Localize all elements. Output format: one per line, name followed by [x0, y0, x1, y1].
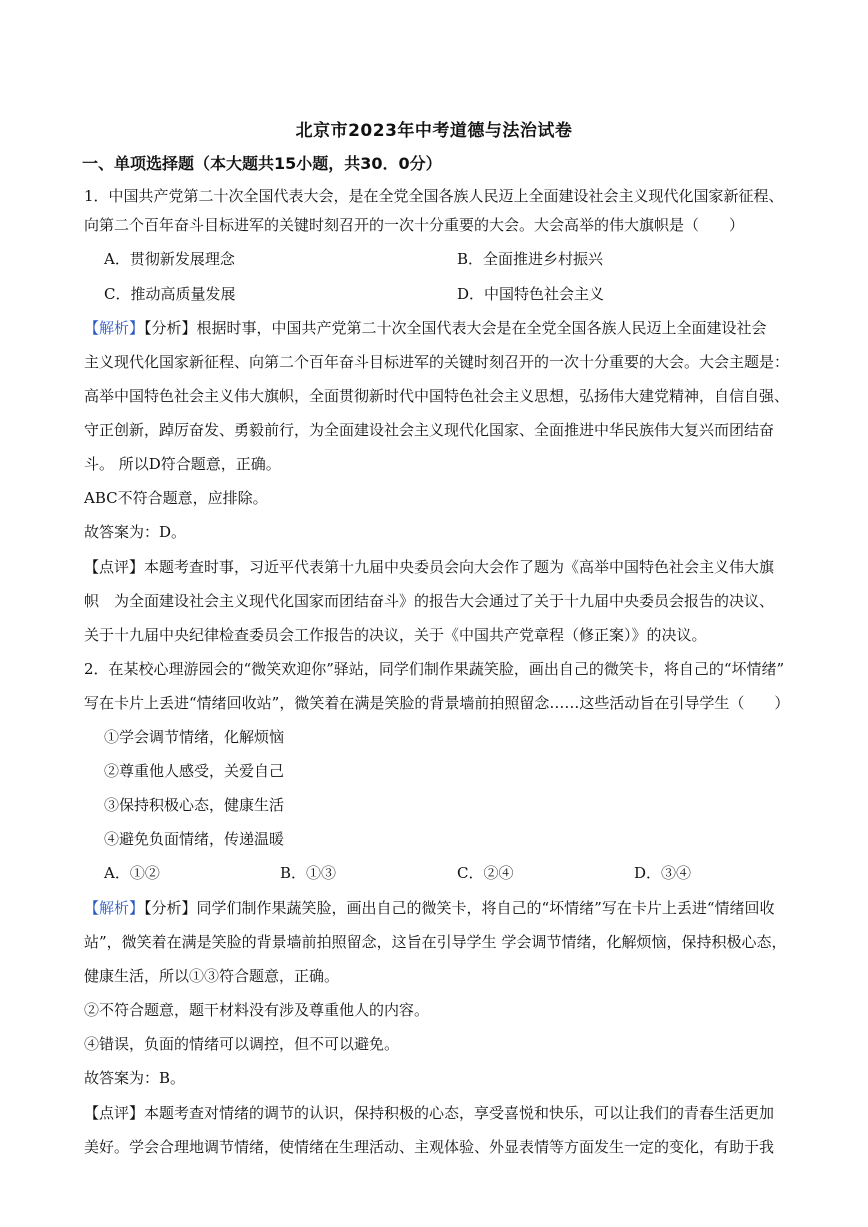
- q2-comment-line-1: 【点评】本题考查对情绪的调节的认识，保持积极的心态，享受喜悦和快乐，可以让我们的青春生活更加: [84, 1104, 775, 1122]
- section-heading: 一、单项选择题（本大题共15小题，共30．0分）: [82, 154, 442, 173]
- q2-stem-line-1: 2．在某校心理游园会的“微笑欢迎你”驿站，同学们制作果蔬笑脸，画出自己的微笑卡，将自己的“坏情绪”: [84, 660, 785, 678]
- q2-item-2: ②尊重他人感受，关爱自己: [104, 762, 285, 780]
- q1-analysis-text: 【分析】根据时事，中国共产党第二十次全国代表大会是在全党全国各族人民迈上全面建设社会: [144, 319, 767, 337]
- q1-analysis-line-2: 主义现代化国家新征程、向第二个百年奋斗目标进军的关键时刻召开的一次十分重要的大会。大会主题是：: [84, 353, 790, 371]
- q1-option-b: B．全面推进乡村振兴: [457, 250, 604, 268]
- q2-analysis-line-4: ②不符合题意，题干材料没有涉及尊重他人的内容。: [84, 1001, 430, 1019]
- q1-analysis-line-6: ABC不符合题意，应排除。: [84, 489, 268, 507]
- q2-analysis-line-2: 站”，微笑着在满是笑脸的背景墙前拍照留念，这旨在引导学生 学会调节情绪，化解烦恼，保持积极心态，: [84, 933, 787, 951]
- q1-option-c: C．推动高质量发展: [104, 285, 236, 303]
- q2-analysis-text: 【分析】同学们制作果蔬笑脸，画出自己的微笑卡，将自己的“坏情绪”写在卡片上丢进“情绪回收: [144, 899, 775, 917]
- q2-analysis-line-3: 健康生活，所以①③符合题意，正确。: [84, 967, 340, 985]
- q2-stem-line-2: 写在卡片上丢进“情绪回收站”，微笑着在满是笑脸的背景墙前拍照留念……这些活动旨在引导学生（ ）: [84, 694, 790, 712]
- q2-item-1: ①学会调节情绪，化解烦恼: [104, 728, 285, 746]
- q1-comment-line-1: 【点评】本题考查时事，习近平代表第十九届中央委员会向大会作了题为《高举中国特色社会主义伟大旗: [84, 558, 775, 576]
- q2-option-d: D．③④: [634, 864, 692, 882]
- q2-item-4: ④避免负面情绪，传递温暖: [104, 830, 285, 848]
- q2-item-3: ③保持积极心态，健康生活: [104, 796, 285, 814]
- analysis-tag: 【解析】: [84, 319, 145, 337]
- q2-option-a: A．①②: [104, 864, 160, 882]
- q2-answer: 故答案为：B。: [84, 1069, 186, 1087]
- q1-comment-line-3: 关于十九届中央纪律检查委员会工作报告的决议，关于《中国共产党章程（修正案）》的决议。: [84, 626, 707, 644]
- q1-answer: 故答案为：D。: [84, 523, 187, 541]
- q2-comment-line-2: 美好。学会合理地调节情绪，使情绪在生理活动、主观体验、外显表情等方面发生一定的变化，有助于我: [84, 1138, 775, 1156]
- q1-option-d: D．中国特色社会主义: [457, 285, 605, 303]
- q2-option-b: B．①③: [280, 864, 337, 882]
- q1-analysis-line-5: 斗。 所以D符合题意，正确。: [84, 455, 281, 473]
- q2-analysis-line-1: [84, 898, 824, 918]
- q1-analysis-line-1: [84, 318, 824, 338]
- q1-stem-line-1: 1．中国共产党第二十次全国代表大会，是在全党全国各族人民迈上全面建设社会主义现代化国家新征程、: [84, 187, 784, 205]
- analysis-tag: 【解析】: [84, 899, 145, 917]
- q1-analysis-line-4: 守正创新，踔厉奋发、勇毅前行，为全面建设社会主义现代化国家、全面推进中华民族伟大复兴而团结奋: [84, 421, 775, 439]
- q2-option-c: C．②④: [457, 864, 514, 882]
- q1-analysis-line-3: 高举中国特色社会主义伟大旗帜，全面贯彻新时代中国特色社会主义思想，弘扬伟大建党精神，自信自强、: [84, 387, 790, 405]
- q1-comment-line-2: 帜 为全面建设社会主义现代化国家而团结奋斗》的报告大会通过了关于十九届中央委员会报告的决议、: [84, 592, 775, 610]
- q1-option-a: A．贯彻新发展理念: [104, 250, 235, 268]
- q1-stem-line-2: 向第二个百年奋斗目标进军的关键时刻召开的一次十分重要的大会。大会高举的伟大旗帜是（ ）: [84, 216, 745, 234]
- q2-analysis-line-5: ④错误，负面的情绪可以调控，但不可以避免。: [84, 1035, 400, 1053]
- page-title: 北京市2023年中考道德与法治试卷: [295, 121, 573, 141]
